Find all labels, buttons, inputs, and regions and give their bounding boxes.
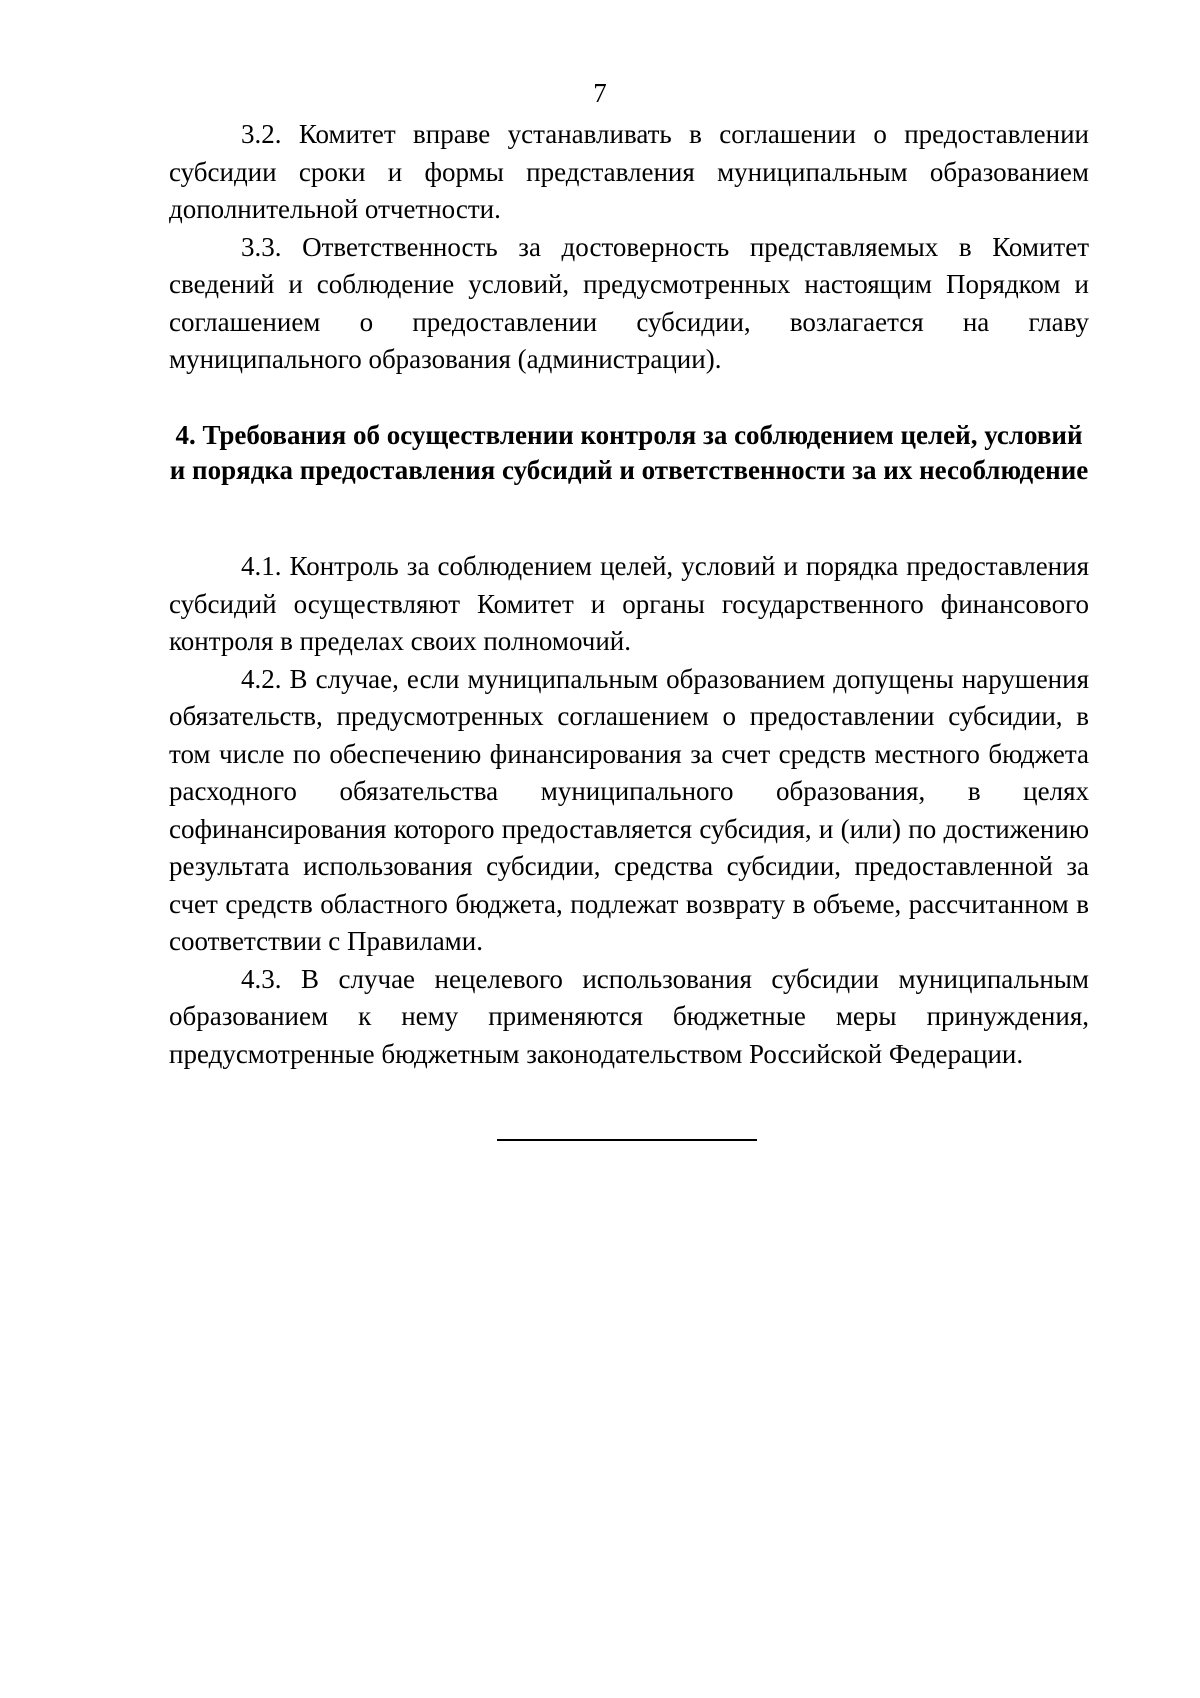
section-3-body <box>169 116 1089 379</box>
paragraph-4-2: 4.2. В случае, если муниципальным образованием допущены нарушения обязательств, предусмотренных соглашением о предоставлении субсидии, в том числе по обеспечению финансирования за счет средств местного бюджета расходного обязательства муниципального образования, в целях софинансирования которого предоставляется субсидия, и (или) по достижению результата использования субсидии, средства субсидии, предоставленной за счет средств областного бюджета, подлежат возврату в объеме, рассчитанном в соответствии с Правилами. <box>169 663 1089 956</box>
section-4-body <box>169 548 1089 1073</box>
page-number: 7 <box>593 78 607 108</box>
section-4-heading: 4. Требования об осуществлении контроля за соблюдением целей, условий и порядка предоставления субсидий и ответственности за их несоблюдение <box>169 420 1089 485</box>
paragraph-3-3: 3.3. Ответственность за достоверность представляемых в Комитет сведений и соблюдение условий, предусмотренных настоящим Порядком и соглашением о предоставлении субсидии, возлагается на главу муниципального образования (администрации). <box>169 231 1089 374</box>
paragraph-3-2: 3.2. Комитет вправе устанавливать в соглашении о предоставлении субсидии сроки и формы представления муниципальным образованием дополнительной отчетности. <box>169 119 1089 224</box>
paragraph-4-3: 4.3. В случае нецелевого использования субсидии муниципальным образованием к нему применяются бюджетные меры принуждения, предусмотренные бюджетным законодательством Российской Федерации. <box>169 963 1089 1069</box>
end-of-document-rule <box>497 1139 757 1141</box>
paragraph-4-1: 4.1. Контроль за соблюдением целей, условий и порядка предоставления субсидий осуществляют Комитет и органы государственного финансового контроля в пределах своих полномочий. <box>169 551 1089 656</box>
